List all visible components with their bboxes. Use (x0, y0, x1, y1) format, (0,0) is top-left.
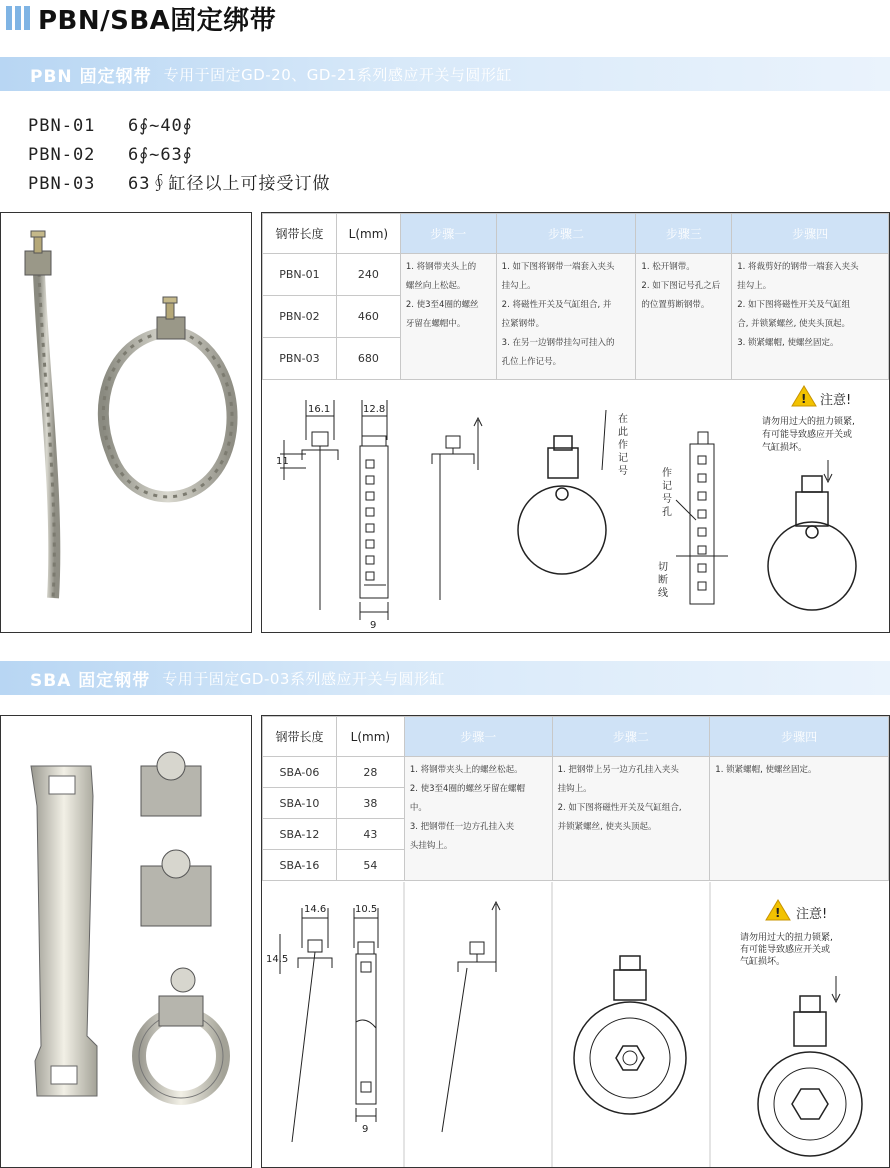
length-cell: 680 (336, 338, 400, 380)
warning-line-3: 气缸损坏。 (762, 443, 808, 453)
model-cell: PBN-02 (263, 296, 337, 338)
cut-label-3: 线 (658, 588, 668, 599)
hole-label-4: 孔 (662, 507, 672, 518)
pbn-steps-table (262, 213, 889, 380)
dim-14-label: 14.6 (304, 904, 327, 915)
clamp-drawing (432, 418, 482, 600)
length-cell: 43 (336, 819, 404, 850)
page-title-bar (0, 0, 276, 36)
spec-code: PBN-03 (28, 174, 96, 194)
model-cell: PBN-01 (263, 254, 337, 296)
cylinder-final-drawing (768, 460, 856, 610)
pbn-photo-box (0, 212, 252, 633)
sba-cylinder-final-drawing (758, 976, 862, 1156)
spec-code: PBN-02 (28, 145, 96, 165)
step2-cell: 1. 如下图将钢带一端套入夹头 挂勾上。 2. 将磁性开关及气缸组合, 并 拉紧钢带。 3. 在另一边钢带挂勾可挂入的 孔位上作记号。 (496, 254, 636, 380)
warning-line-1: 请勿用过大的扭力锁紧, (762, 417, 855, 427)
sba-clamp-drawing (442, 902, 500, 1132)
hole-label-2: 记 (662, 481, 672, 492)
step1-header: 步骤一 (404, 717, 552, 757)
mark-label-1: 在 (618, 414, 628, 425)
step4-header: 步骤四 (732, 214, 889, 254)
mark-label-3: 作 (618, 440, 628, 451)
dim-12-label: 12.8 (363, 404, 386, 415)
spec-code: PBN-01 (28, 116, 96, 136)
length-cell: 460 (336, 296, 400, 338)
model-cell: SBA-10 (263, 788, 337, 819)
col-l-header: L(mm) (336, 214, 400, 254)
col-length-header: 钢带长度 (263, 214, 337, 254)
sba-dimension-drawing (280, 908, 378, 1142)
cut-label-2: 断 (658, 575, 668, 586)
svg-text:!: ! (775, 906, 781, 920)
pbn-step-diagram (262, 380, 889, 632)
hole-label-1: 作 (662, 468, 672, 479)
dimension-drawing (280, 400, 388, 620)
spec-size: 63∮缸径以上可接受订做 (128, 174, 331, 194)
sba-cylinder-drawing (574, 956, 686, 1114)
strap-cut-drawing (676, 432, 728, 604)
warning-title: 注意! (796, 907, 828, 922)
length-cell: 240 (336, 254, 400, 296)
step1-cell: 1. 将钢带夹头上的 螺丝向上松起。 2. 使3至4圈的螺丝 牙留在螺帽中。 (400, 254, 496, 380)
length-cell: 28 (336, 757, 404, 788)
pbn-strap-photo (1, 213, 251, 632)
spec-row (28, 141, 330, 170)
cut-label-1: 切 (658, 562, 668, 573)
step4-header: 步骤四 (710, 717, 889, 757)
col-l-header: L(mm) (336, 717, 404, 757)
cylinder-mark-drawing (518, 410, 606, 574)
spec-size: 6∮~63∮ (128, 145, 193, 165)
pbn-band-title: PBN 固定钢带 (30, 66, 152, 87)
sba-step-diagram (262, 882, 889, 1167)
step3-header: 步骤三 (636, 214, 732, 254)
dim-16-label: 16.1 (308, 404, 331, 415)
step2-cell: 1. 把钢带上另一边方孔挂入夹头 挂钩上。 2. 如下图将磁性开关及气缸组合, 并锁紧螺丝, 使夹头顶起。 (552, 757, 710, 881)
hole-label-3: 号 (662, 494, 672, 505)
length-cell: 54 (336, 850, 404, 881)
step3-cell: 1. 松开钢带。 2. 如下图记号孔之后 的位置剪断钢带。 (636, 254, 732, 380)
col-length-header: 钢带长度 (263, 717, 337, 757)
sba-section-band (0, 661, 890, 695)
mark-label-5: 号 (618, 466, 628, 477)
svg-text:!: ! (801, 392, 807, 406)
model-cell: SBA-16 (263, 850, 337, 881)
model-cell: SBA-12 (263, 819, 337, 850)
mark-label-4: 记 (618, 453, 628, 464)
dim-145-label: 14.5 (266, 954, 289, 965)
page-title: PBN/SBA固定绑带 (38, 5, 277, 36)
warning-line-2: 有可能导致感应开关或 (762, 430, 853, 440)
sba-instruction-box (261, 715, 890, 1168)
sba-photo-box (0, 715, 252, 1168)
warning-line-1: 请勿用过大的扭力锁紧, (740, 933, 833, 943)
spec-row (28, 112, 330, 141)
sba-steps-table (262, 716, 889, 881)
dim-9-label: 9 (362, 1124, 369, 1135)
warning-icon (766, 900, 790, 920)
warning-icon (792, 386, 816, 406)
mark-label-2: 此 (618, 427, 628, 438)
diagram-dividers (404, 882, 710, 1167)
step2-header: 步骤二 (552, 717, 710, 757)
model-cell: SBA-06 (263, 757, 337, 788)
title-marker (6, 6, 34, 30)
spec-size: 6∮~40∮ (128, 116, 193, 136)
step4-cell: 1. 将裁剪好的钢带一端套入夹头 挂勾上。 2. 如下图将磁性开关及气缸组 合, 并锁紧螺丝, 使夹头顶起。 3. 锁紧螺帽, 使螺丝固定。 (732, 254, 889, 380)
dim-11-label: 11 (276, 456, 289, 467)
warning-line-2: 有可能导致感应开关或 (740, 945, 831, 955)
pbn-section-band (0, 57, 890, 91)
step4-cell: 1. 锁紧螺帽, 使螺丝固定。 (710, 757, 889, 881)
dim-10-label: 10.5 (355, 904, 378, 915)
sba-band-title: SBA 固定钢带 (30, 670, 151, 691)
pbn-band-subtitle: 专用于固定GD-20、GD-21系列感应开关与圆形缸 (163, 65, 512, 84)
length-cell: 38 (336, 788, 404, 819)
step1-cell: 1. 将钢带夹头上的螺丝松起。 2. 使3至4圈的螺丝牙留在螺帽 中。 3. 把钢带任一边方孔挂入夹 头挂钩上。 (404, 757, 552, 881)
pbn-instruction-box (261, 212, 890, 633)
model-cell: PBN-03 (263, 338, 337, 380)
dim-9-label: 9 (370, 620, 377, 631)
pbn-spec-list (28, 112, 330, 199)
step2-header: 步骤二 (496, 214, 636, 254)
warning-line-3: 气缸损坏。 (740, 957, 786, 967)
warning-title: 注意! (820, 393, 852, 408)
sba-band-subtitle: 专用于固定GD-03系列感应开关与圆形缸 (162, 669, 445, 688)
sba-strap-photo (1, 716, 251, 1167)
spec-row (28, 170, 330, 199)
step1-header: 步骤一 (400, 214, 496, 254)
